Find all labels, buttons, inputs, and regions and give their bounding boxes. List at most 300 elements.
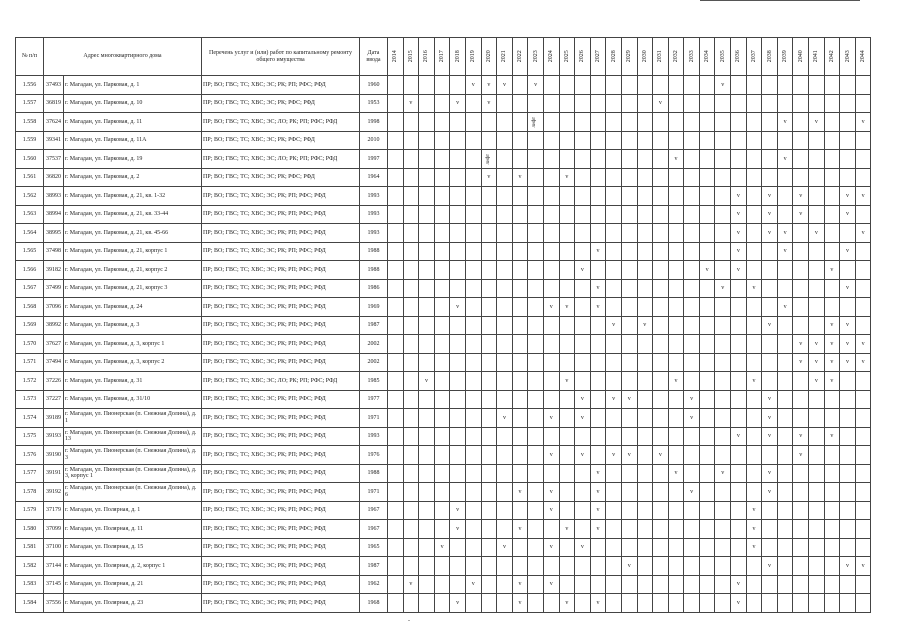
- year-cell: [434, 557, 450, 576]
- year-cell: [559, 409, 575, 428]
- year-cell: [668, 76, 684, 95]
- year-cell: [543, 94, 559, 113]
- repair-mark: v: [731, 242, 747, 261]
- year-cell: [699, 501, 715, 520]
- year-built: 1997: [360, 150, 388, 169]
- year-cell: [840, 261, 856, 280]
- year-cell: [699, 298, 715, 317]
- year-cell: [434, 113, 450, 132]
- house-address: г. Магадан, ул. Парковая, д. 3, корпус 2: [64, 353, 202, 372]
- year-cell: [497, 279, 513, 298]
- year-cell: [746, 464, 762, 483]
- repair-mark: v: [824, 372, 840, 391]
- year-cell: [621, 335, 637, 354]
- year-cell: [388, 94, 404, 113]
- year-cell: [824, 113, 840, 132]
- year-cell: [450, 335, 466, 354]
- year-cell: [403, 409, 419, 428]
- repair-mark: v: [590, 594, 606, 613]
- footer-mark: -: [408, 618, 410, 624]
- year-cell: [559, 316, 575, 335]
- service-list: ПР; ВО; ГВС; ТС; ХВС; ЭС; РК; РП; РФС; РФД: [202, 557, 360, 576]
- repair-mark: v: [840, 187, 856, 206]
- house-address: г. Магадан, ул. Полярная, д. 11: [64, 520, 202, 539]
- year-cell: [465, 187, 481, 206]
- year-cell: [637, 483, 653, 502]
- year-cell: [777, 279, 793, 298]
- year-built: 1987: [360, 557, 388, 576]
- header-year: 2020: [481, 38, 497, 76]
- year-cell: [419, 520, 435, 539]
- repair-mark: v: [840, 557, 856, 576]
- year-cell: [668, 483, 684, 502]
- year-cell: [481, 520, 497, 539]
- year-cell: [653, 224, 669, 243]
- repair-mark: v: [793, 187, 809, 206]
- table-row: [16, 335, 871, 354]
- year-cell: [684, 520, 700, 539]
- year-cell: [762, 279, 778, 298]
- repair-mark: v: [731, 594, 747, 613]
- year-cell: [543, 594, 559, 613]
- header-year: 2029: [621, 38, 637, 76]
- year-cell: [528, 501, 544, 520]
- repair-mark: v: [793, 427, 809, 446]
- year-cell: [512, 205, 528, 224]
- year-cell: [777, 409, 793, 428]
- service-list: ПР; ВО; ГВС; ТС; ХВС; ЭС; РК; РП; РФС; РФД: [202, 242, 360, 261]
- year-cell: [684, 316, 700, 335]
- year-cell: [512, 131, 528, 150]
- table-row: [16, 279, 871, 298]
- year-cell: [575, 594, 591, 613]
- year-cell: [809, 501, 825, 520]
- year-cell: [465, 150, 481, 169]
- year-cell: [481, 575, 497, 594]
- year-cell: [855, 427, 871, 446]
- repair-mark: v: [590, 464, 606, 483]
- year-built: 1969: [360, 298, 388, 317]
- repair-mark: v: [606, 390, 622, 409]
- repair-mark: v: [855, 335, 871, 354]
- table-row: [16, 131, 871, 150]
- year-cell: [621, 520, 637, 539]
- year-cell: [653, 279, 669, 298]
- year-cell: [481, 483, 497, 502]
- year-cell: [434, 335, 450, 354]
- year-cell: [809, 150, 825, 169]
- year-cell: [590, 205, 606, 224]
- repair-mark: v: [559, 372, 575, 391]
- year-cell: [855, 298, 871, 317]
- year-cell: [590, 131, 606, 150]
- year-cell: [512, 316, 528, 335]
- house-id: 39341: [44, 131, 64, 150]
- year-cell: [481, 353, 497, 372]
- year-cell: [528, 427, 544, 446]
- house-address: г. Магадан, ул. Полярная, д. 1: [64, 501, 202, 520]
- year-cell: [543, 187, 559, 206]
- year-cell: [668, 409, 684, 428]
- repair-mark: v: [809, 372, 825, 391]
- year-cell: [543, 150, 559, 169]
- year-cell: [388, 483, 404, 502]
- year-cell: [824, 298, 840, 317]
- year-cell: [388, 242, 404, 261]
- year-cell: [653, 520, 669, 539]
- repair-mark: v: [824, 353, 840, 372]
- year-cell: [731, 372, 747, 391]
- year-cell: [637, 279, 653, 298]
- year-cell: [575, 483, 591, 502]
- year-cell: [793, 94, 809, 113]
- year-cell: [450, 242, 466, 261]
- year-cell: [434, 168, 450, 187]
- year-cell: [434, 150, 450, 169]
- row-number: 1.578: [16, 483, 44, 502]
- year-cell: [590, 372, 606, 391]
- year-cell: [684, 594, 700, 613]
- year-cell: [543, 205, 559, 224]
- year-cell: [559, 446, 575, 465]
- year-cell: [668, 575, 684, 594]
- repair-mark: v: [855, 224, 871, 243]
- year-cell: [388, 464, 404, 483]
- year-cell: [653, 205, 669, 224]
- year-cell: [824, 501, 840, 520]
- service-list: ПР; ВО; ГВС; ТС; ХВС; ЭС; РК; РП; РФС; РФД: [202, 187, 360, 206]
- year-cell: [746, 446, 762, 465]
- year-cell: [762, 353, 778, 372]
- year-cell: [699, 242, 715, 261]
- year-cell: [419, 261, 435, 280]
- service-list: ПР; ВО; ГВС; ТС; ХВС; ЭС; РК; РП; РФС; РФД: [202, 76, 360, 95]
- house-address: г. Магадан, ул. Парковая, д. 21, кв. 33-44: [64, 205, 202, 224]
- year-cell: [388, 316, 404, 335]
- year-cell: [746, 594, 762, 613]
- year-cell: [793, 557, 809, 576]
- year-cell: [497, 224, 513, 243]
- repair-mark: v: [512, 575, 528, 594]
- year-cell: [809, 538, 825, 557]
- year-cell: [762, 372, 778, 391]
- year-cell: [746, 76, 762, 95]
- year-cell: [777, 335, 793, 354]
- house-id: 37179: [44, 501, 64, 520]
- year-cell: [777, 131, 793, 150]
- year-cell: [777, 464, 793, 483]
- year-cell: [434, 427, 450, 446]
- header-year: 2043: [840, 38, 856, 76]
- year-cell: [543, 242, 559, 261]
- year-cell: [824, 409, 840, 428]
- year-cell: [637, 501, 653, 520]
- year-cell: [419, 390, 435, 409]
- year-cell: [481, 279, 497, 298]
- year-cell: [528, 353, 544, 372]
- repair-mark: v: [762, 557, 778, 576]
- year-cell: [497, 501, 513, 520]
- year-cell: [809, 261, 825, 280]
- year-cell: [575, 187, 591, 206]
- repair-mark: v: [684, 390, 700, 409]
- year-cell: [606, 372, 622, 391]
- house-id: 36819: [44, 94, 64, 113]
- table-row: [16, 353, 871, 372]
- year-cell: [855, 501, 871, 520]
- repair-mark: v: [575, 446, 591, 465]
- year-cell: [824, 446, 840, 465]
- year-cell: [637, 372, 653, 391]
- year-cell: [512, 390, 528, 409]
- repair-mark: v: [465, 575, 481, 594]
- year-cell: [575, 76, 591, 95]
- year-cell: [543, 557, 559, 576]
- year-cell: [840, 575, 856, 594]
- year-cell: [840, 464, 856, 483]
- year-cell: [653, 187, 669, 206]
- year-cell: [840, 168, 856, 187]
- year-cell: [684, 446, 700, 465]
- year-built: 2002: [360, 353, 388, 372]
- year-cell: [684, 150, 700, 169]
- year-cell: [575, 113, 591, 132]
- repair-mark: v: [793, 353, 809, 372]
- year-cell: [403, 131, 419, 150]
- row-number: 1.567: [16, 279, 44, 298]
- year-cell: [699, 131, 715, 150]
- year-cell: [465, 279, 481, 298]
- year-cell: [684, 538, 700, 557]
- repair-mark: v: [731, 427, 747, 446]
- year-cell: [575, 205, 591, 224]
- year-cell: [512, 279, 528, 298]
- year-cell: [606, 187, 622, 206]
- year-cell: [731, 298, 747, 317]
- year-built: 1967: [360, 520, 388, 539]
- year-cell: [637, 538, 653, 557]
- year-cell: [497, 520, 513, 539]
- row-number: 1.562: [16, 187, 44, 206]
- house-id: 37226: [44, 372, 64, 391]
- year-cell: [637, 427, 653, 446]
- year-cell: [388, 168, 404, 187]
- year-cell: [824, 557, 840, 576]
- year-cell: [840, 131, 856, 150]
- table-row: [16, 205, 871, 224]
- repair-mark: v: [746, 538, 762, 557]
- repair-mark: v: [497, 76, 513, 95]
- year-cell: [746, 187, 762, 206]
- repair-note-text: лифт: [532, 116, 538, 128]
- year-cell: [528, 390, 544, 409]
- year-cell: [497, 150, 513, 169]
- year-cell: [450, 353, 466, 372]
- table-row: [16, 409, 871, 428]
- year-cell: [715, 261, 731, 280]
- house-address: г. Магадан, ул. Парковая, д. 31/10: [64, 390, 202, 409]
- table-row: [16, 113, 871, 132]
- header-year: 2014: [388, 38, 404, 76]
- year-cell: [855, 94, 871, 113]
- year-cell: [762, 538, 778, 557]
- year-cell: [824, 538, 840, 557]
- year-cell: [637, 168, 653, 187]
- year-cell: [715, 594, 731, 613]
- repair-schedule-table: [15, 37, 871, 613]
- year-cell: [684, 168, 700, 187]
- year-cell: [606, 501, 622, 520]
- year-cell: [606, 242, 622, 261]
- year-cell: [450, 427, 466, 446]
- year-cell: [388, 353, 404, 372]
- year-cell: [668, 298, 684, 317]
- year-cell: [559, 353, 575, 372]
- header-year: 2028: [606, 38, 622, 76]
- repair-mark: v: [559, 520, 575, 539]
- repair-mark: v: [684, 483, 700, 502]
- year-cell: [388, 298, 404, 317]
- year-cell: [419, 575, 435, 594]
- house-id: 39192: [44, 483, 64, 502]
- repair-mark: v: [777, 224, 793, 243]
- year-cell: [403, 557, 419, 576]
- year-cell: [512, 94, 528, 113]
- year-cell: [403, 464, 419, 483]
- house-id: 38992: [44, 316, 64, 335]
- year-cell: [590, 261, 606, 280]
- year-cell: [653, 168, 669, 187]
- year-cell: [653, 113, 669, 132]
- year-cell: [575, 168, 591, 187]
- year-cell: [543, 168, 559, 187]
- table-row: [16, 594, 871, 613]
- year-cell: [465, 131, 481, 150]
- year-cell: [746, 131, 762, 150]
- year-cell: [419, 501, 435, 520]
- year-cell: [481, 298, 497, 317]
- year-cell: [450, 150, 466, 169]
- year-cell: [653, 76, 669, 95]
- house-address: г. Магадан, ул. Парковая, д. 21, корпус 3: [64, 279, 202, 298]
- year-cell: [699, 94, 715, 113]
- year-cell: [840, 538, 856, 557]
- year-cell: [512, 538, 528, 557]
- row-number: 1.583: [16, 575, 44, 594]
- row-number: 1.579: [16, 501, 44, 520]
- year-cell: [481, 224, 497, 243]
- year-cell: [590, 94, 606, 113]
- year-cell: [434, 298, 450, 317]
- year-cell: [465, 557, 481, 576]
- year-cell: [637, 409, 653, 428]
- year-cell: [684, 353, 700, 372]
- year-cell: [512, 224, 528, 243]
- year-cell: [637, 242, 653, 261]
- year-cell: [434, 353, 450, 372]
- house-address: г. Магадан, ул. Парковая, д. 24: [64, 298, 202, 317]
- year-cell: [684, 557, 700, 576]
- year-cell: [481, 372, 497, 391]
- year-cell: [653, 261, 669, 280]
- year-cell: [403, 390, 419, 409]
- header-services: Перечень услуг и (или) работ по капитальному ремонту общего имущества: [202, 38, 360, 76]
- year-cell: [824, 483, 840, 502]
- table-row: [16, 242, 871, 261]
- year-cell: [840, 372, 856, 391]
- year-cell: [731, 76, 747, 95]
- table-row: [16, 427, 871, 446]
- header-year: 2024: [543, 38, 559, 76]
- year-cell: [419, 94, 435, 113]
- year-cell: [450, 168, 466, 187]
- year-cell: [762, 113, 778, 132]
- year-cell: [497, 298, 513, 317]
- house-id: 37227: [44, 390, 64, 409]
- year-cell: [793, 168, 809, 187]
- year-cell: [575, 353, 591, 372]
- year-cell: [388, 538, 404, 557]
- year-cell: [715, 224, 731, 243]
- year-cell: [793, 224, 809, 243]
- year-cell: [715, 131, 731, 150]
- year-cell: [590, 446, 606, 465]
- year-cell: [388, 205, 404, 224]
- year-cell: [497, 205, 513, 224]
- year-cell: [419, 76, 435, 95]
- repair-mark: v: [746, 520, 762, 539]
- repair-mark: v: [512, 168, 528, 187]
- year-cell: [762, 242, 778, 261]
- year-cell: [575, 224, 591, 243]
- year-cell: [481, 409, 497, 428]
- house-id: 37144: [44, 557, 64, 576]
- year-cell: [388, 501, 404, 520]
- repair-mark: v: [668, 372, 684, 391]
- year-cell: [419, 353, 435, 372]
- year-cell: [762, 298, 778, 317]
- year-cell: [746, 335, 762, 354]
- repair-mark: v: [481, 94, 497, 113]
- year-cell: [481, 501, 497, 520]
- year-cell: [481, 316, 497, 335]
- year-cell: [621, 409, 637, 428]
- repair-mark: v: [403, 575, 419, 594]
- year-cell: [512, 76, 528, 95]
- year-cell: [403, 187, 419, 206]
- year-cell: [668, 316, 684, 335]
- year-built: 1953: [360, 94, 388, 113]
- year-cell: [793, 113, 809, 132]
- house-id: 37096: [44, 298, 64, 317]
- repair-mark: v: [590, 520, 606, 539]
- year-cell: [699, 409, 715, 428]
- year-cell: [684, 279, 700, 298]
- year-cell: [403, 316, 419, 335]
- year-cell: [668, 594, 684, 613]
- year-cell: [699, 279, 715, 298]
- year-cell: [793, 594, 809, 613]
- year-cell: [388, 261, 404, 280]
- year-cell: [388, 372, 404, 391]
- house-id: 37624: [44, 113, 64, 132]
- year-cell: [528, 131, 544, 150]
- year-cell: [684, 427, 700, 446]
- year-cell: [419, 446, 435, 465]
- year-cell: [465, 501, 481, 520]
- year-cell: [528, 279, 544, 298]
- year-cell: [465, 520, 481, 539]
